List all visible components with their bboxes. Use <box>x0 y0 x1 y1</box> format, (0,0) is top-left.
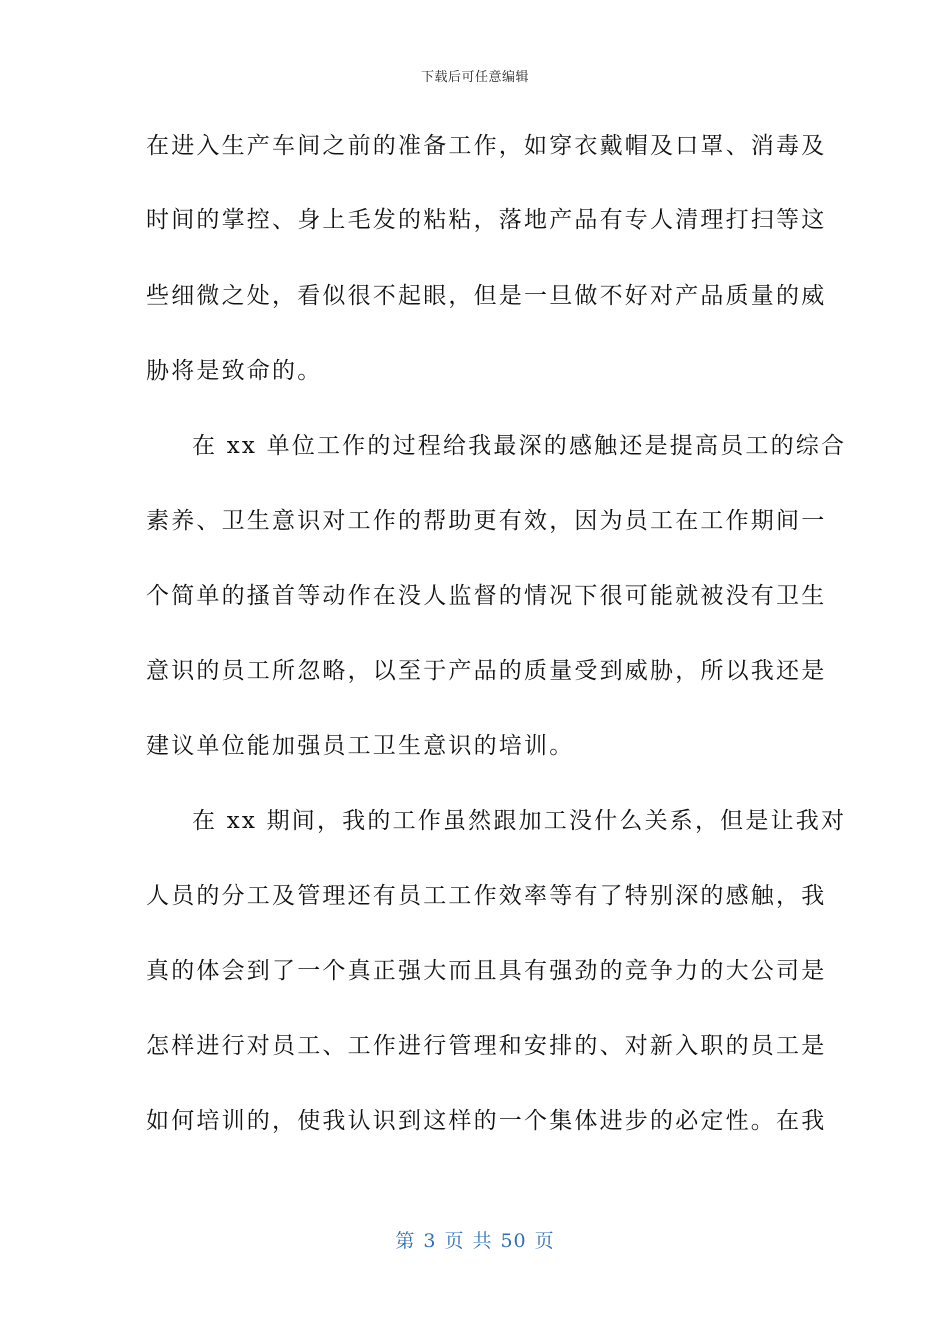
text-line: 时间的掌控、身上毛发的粘粘，落地产品有专人清理打扫等这 <box>146 207 827 233</box>
text-line: 人员的分工及管理还有员工工作效率等有了特别深的感触，我 <box>146 883 827 909</box>
page-header: 下载后可任意编辑 <box>420 70 529 85</box>
text-line: 建议单位能加强员工卫生意识的培训。 <box>146 733 575 759</box>
total-page-count: 50 <box>500 1230 527 1252</box>
current-page-number: 3 <box>423 1230 437 1252</box>
footer-suffix: 页 <box>534 1230 555 1252</box>
footer-prefix: 第 <box>395 1230 416 1252</box>
page-footer <box>0 1226 950 1253</box>
text-line: 些细微之处，看似很不起眼，但是一旦做不好对产品质量的威 <box>146 283 827 309</box>
text-line: 真的体会到了一个真正强大而且具有强劲的竞争力的大公司是 <box>146 958 827 984</box>
footer-page-word: 页 <box>444 1230 465 1252</box>
text-line: 意识的员工所忽略，以至于产品的质量受到威胁，所以我还是 <box>146 658 827 684</box>
text-line: 怎样进行对员工、工作进行管理和安排的、对新入职的员工是 <box>146 1033 827 1059</box>
text-line: 胁将是致命的。 <box>146 358 323 384</box>
text-line: 个简单的搔首等动作在没人监督的情况下很可能就被没有卫生 <box>146 583 827 609</box>
footer-total-word: 共 <box>472 1230 493 1252</box>
paragraph-first-line: 在 xx 期间，我的工作虽然跟加工没什么关系，但是让我对 <box>192 808 847 834</box>
text-line: 在进入生产车间之前的准备工作，如穿衣戴帽及口罩、消毒及 <box>146 133 827 159</box>
text-line: 素养、卫生意识对工作的帮助更有效，因为员工在工作期间一 <box>146 508 827 534</box>
text-line: 如何培训的，使我认识到这样的一个集体进步的必定性。在我 <box>146 1108 827 1134</box>
paragraph-first-line: 在 xx 单位工作的过程给我最深的感触还是提高员工的综合 <box>192 433 847 459</box>
